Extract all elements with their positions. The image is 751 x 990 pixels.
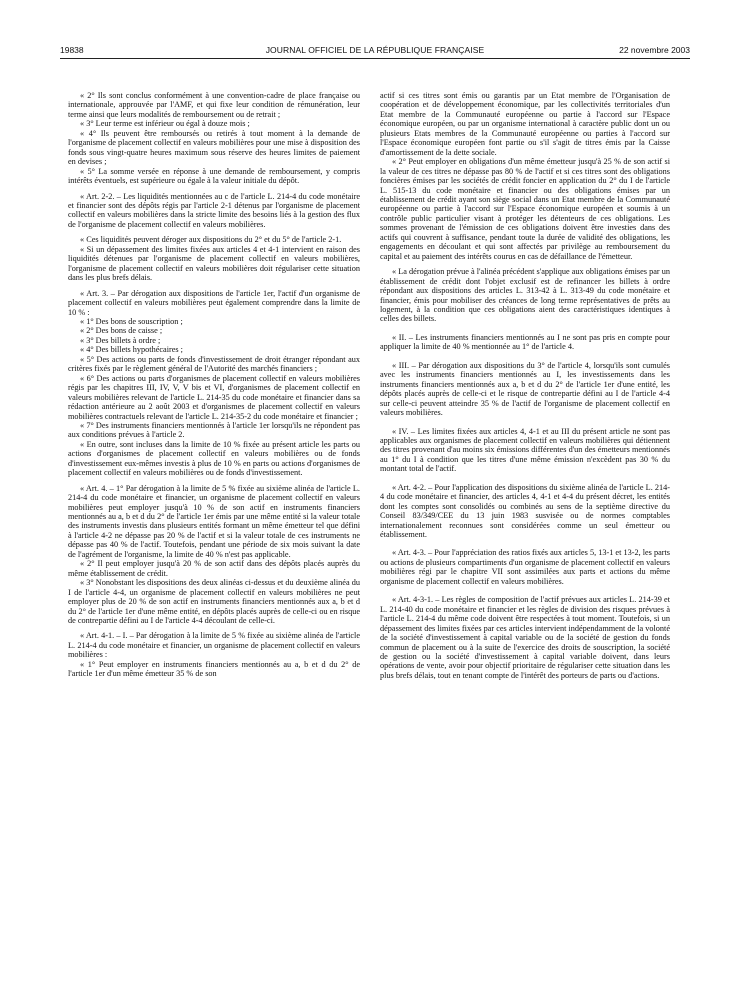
paragraph: « 2° Il peut employer jusqu'à 20 % de son actif dans des dépôts placés auprès du même établissement de crédit. [68, 559, 360, 578]
paragraph: « Art. 4. – 1° Par dérogation à la limite de 5 % fixée au sixième alinéa de l'article L. 214-4 du code monétaire et financier, un organisme de placement collectif en valeurs mobilières peut employer jusqu'à 10 % de son actif en instruments financiers mentionnés au a, b et d du 2° de l'article 1er émis par une même entité si la valeur totale des instruments investis dans plusieurs entités formant un même émetteur tel que défini à l'article 4-2 ne dépasse pas 20 % de l'actif et si la valeur totale de ces instruments ne dépasse pas 40 % de l'actif. Toutefois, pendant une période de six mois suivant la date de l'agrément de l'organisme, la limite de 40 % n'est pas applicable. [68, 483, 360, 559]
paragraph: « Art. 4-3-1. – Les règles de composition de l'actif prévues aux articles L. 214-39 et L. 214-40 du code monétaire et financier et les règles de division des risques prévues à l'article L. 214-4 du même code doivent être respectées à tout moment. Toutefois, si un dépassement des limites fixées par ces articles intervient indépendamment de la volonté de la société d'investissement à capital variable ou de la société de gestion du fonds commun de placement ou à la suite de l'exercice des droits de souscription, la société de gestion ou la société d'investissement à capital variable doivent, dans leurs opérations de vente, avoir pour objectif prioritaire de régulariser cette situation dans les plus brefs délais, tout en tenant compte de l'intérêt des porteurs de parts ou d'actions. [380, 595, 670, 680]
paragraph: « 3° Des billets à ordre ; [80, 335, 161, 345]
header-rule [60, 58, 690, 59]
paragraph: « 2° Ils sont conclus conformément à une convention-cadre de place française ou internationale, approuvée par l'AMF, et qui fixe leur condition de rémunération, leur terme ainsi que leurs modalités de remboursement ou de retrait ; [68, 91, 360, 119]
paragraph: « Si un dépassement des limites fixées aux articles 4 et 4-1 intervient en raison des liquidités détenues par l'organisme de placement collectif en valeurs mobilières, l'organisme de placement collectif en valeurs mobilières doit régulariser cette situation dans les plus brefs délais. [68, 244, 360, 283]
left-column [68, 91, 360, 679]
paragraph: « 1° Peut employer en instruments financiers mentionnés au a, b et d du 2° de l'article 1er d'un même émetteur 35 % de son [68, 659, 360, 679]
paragraph: « II. – Les instruments financiers mentionnés au I ne sont pas pris en compte pour appliquer la limite de 40 % mentionnée au 1° de l'article 4. [380, 332, 670, 352]
paragraph: « Art. 4-3. – Pour l'appréciation des ratios fixés aux articles 5, 13-1 et 13-2, les parts ou actions de plusieurs compartiments d'un organisme de placement collectif en valeurs mobilières régi par le chapitre VII sont assimilées aux parts et actions du même organisme de placement collectif en valeurs mobilières. [380, 548, 670, 586]
right-column [380, 91, 670, 680]
paragraph: « 5° Des actions ou parts de fonds d'investissement de droit étranger répondant aux critères fixés par le règlement général de l'Autorité des marchés financiers ; [68, 354, 360, 374]
journal-title: JOURNAL OFFICIEL DE LA RÉPUBLIQUE FRANÇAISE [265, 45, 485, 55]
paragraph: « 5° La somme versée en réponse à une demande de remboursement, y compris intérêts éventuels, est supérieure ou égale à la valeur initiale du dépôt. [68, 166, 360, 186]
paragraph: actif si ces titres sont émis ou garantis par un Etat membre de l'Organisation de coopération et de développement économique, par les collectivités territoriales d'un Etat membre de la Communauté européenne ou partie à l'accord sur l'Espace économique européen, ou par un organisme international à caractère public dont un ou plusieurs Etats membres de la Communauté européenne ou parties à l'accord sur l'Espace économique européen font partie ou s'il s'agit de titres émis par la Caisse d'amortissement de la dette sociale. [380, 91, 670, 157]
paragraph: « En outre, sont incluses dans la limite de 10 % fixée au présent article les parts ou actions d'organismes de placement collectif en valeurs mobilières ou de fonds d'investissement eux-mêmes investis à plus de 10 % en parts ou actions d'organismes de placement collectif en valeurs mobilières ou de fonds d'investissement. [68, 439, 360, 478]
paragraph: « 2° Des bons de caisse ; [80, 326, 163, 336]
paragraph: « La dérogation prévue à l'alinéa précédent s'applique aux obligations émises par un établissement de crédit dont l'objet exclusif est de refinancer les billets à ordre répondant aux dispositions des articles L. 313-42 à L. 313-49 du code monétaire et financier, émis pour mobiliser des créances de long terme représentatives de prêts au logement, à la condition que ces obligations aient des caractéristiques identiques à celles des billets. [380, 267, 670, 324]
paragraph: « IV. – Les limites fixées aux articles 4, 4-1 et au III du présent article ne sont pas applicables aux organismes de placement collectif en valeurs mobilières qui détiennent des titres provenant d'au moins six émissions différentes d'un des émetteurs mentionnés au 1° du I à condition que les titres d'une même émission n'excèdent pas 30 % du montant total de l'actif. [380, 426, 670, 474]
paragraph: « Ces liquidités peuvent déroger aux dispositions du 2° et du 5° de l'article 2-1. [80, 235, 342, 245]
paragraph: « III. – Par dérogation aux dispositions du 3° de l'article 4, lorsqu'ils sont cumulés avec les instruments financiers mentionnés au I, les investissements dans les instruments financiers mentionnés aux a, b et d du 2° de l'article 1er d'une entité, les dépôts placés auprès de celle-ci et le risque de contrepartie défini au I de l'article 4-4 sur celle-ci peuvent atteindre 35 % de l'actif de l'organisme de placement collectif en valeurs mobilières. [380, 360, 670, 418]
page-number: 19838 [60, 45, 84, 55]
paragraph: « Art. 4-1. – I. – Par dérogation à la limite de 5 % fixée au sixième alinéa de l'article L. 214-4 du code monétaire et financier, un organisme de placement collectif en valeurs mobilières : [68, 631, 360, 660]
paragraph: « Art. 2-2. – Les liquidités mentionnées au c de l'article L. 214-4 du code monétaire et financier sont des dépôts régis par l'article 2-1 détenus par l'organisme de placement collectif en valeurs mobilières dans la stricte limite des besoins liés à la gestion des flux de l'organisme de placement collectif en valeurs mobilières. [68, 191, 360, 229]
paragraph: « 3° Nonobstant les dispositions des deux alinéas ci-dessus et du deuxième alinéa du I de l'article 4-4, un organisme de placement collectif en valeurs mobilières ne peut employer plus de 20 % de son actif en instruments financiers mentionnés aux a, b et d du 2° de l'article 1er d'une même entité, en dépôts placés auprès de celle-ci ou en risque de contrepartie défini au I de l'article 4-4 découlant de celle-ci. [68, 578, 360, 626]
paragraph: « 1° Des bons de souscription ; [80, 316, 183, 326]
paragraph: « 2° Peut employer en obligations d'un même émetteur jusqu'à 25 % de son actif si la valeur de ces titres ne dépasse pas 80 % de l'actif et si ces titres sont des obligations foncières émises par les sociétés de crédit foncier en application du 2° du I de l'article L. 515-13 du code monétaire et financier ou des obligations émises par un établissement de crédit ayant son siège social dans un Etat membre de la Communauté européenne ou partie à l'accord sur l'Espace économique européen et soumis à un contrôle public particulier visant à protéger les détenteurs de ces obligations. Les sommes provenant de l'émission de ces obligations doivent être investies dans des actifs qui couvrent à suffisance, pendant toute la durée de validité des obligations, les engagements en découlant et qui sont affectés par privilège au remboursement du capital et au paiement des intérêts courus en cas de défaillance de l'émetteur. [380, 157, 670, 261]
paragraph: « Art. 3. – Par dérogation aux dispositions de l'article 1er, l'actif d'un organisme de placement collectif en valeurs mobilières peut également comprendre dans la limite de 10 % : [68, 288, 360, 317]
paragraph: « 6° Des actions ou parts d'organismes de placement collectif en valeurs mobilières régis par les chapitres III, IV, V, V bis et VI, d'organismes de placement collectif en valeurs mobilières relevant de l'article L. 214-35 du code monétaire et financier dans sa rédaction antérieure au 2 août 2003 et d'organismes de placement collectif en valeurs mobilières contractuels relevant de l'article L. 214-35-2 du code monétaire et financier ; [68, 373, 360, 421]
paragraph: « 4° Des billets hypothécaires ; [80, 345, 183, 355]
paragraph: « Art. 4-2. – Pour l'application des dispositions du sixième alinéa de l'article L. 214-4 du code monétaire et financier, des articles 4, 4-1 et 4-4 du présent décret, les entités dont les comptes sont consolidés ou combinés au sens de la septième directive du Conseil 83/349/CEE du 13 juin 1983 susvisée ou de normes comptables internationalement reconnues sont considérées comme un seul émetteur ou établissement. [380, 482, 670, 540]
paragraph: « 7° Des instruments financiers mentionnés à l'article 1er lorsqu'ils ne répondent pas aux conditions prévues à l'article 2. [68, 420, 360, 440]
paragraph: « 3° Leur terme est inférieur ou égal à douze mois ; [80, 119, 250, 129]
paragraph: « 4° Ils peuvent être remboursés ou retirés à tout moment à la demande de l'organisme de placement collectif en valeurs mobilières pour une mise à disposition des fonds sous vingt-quatre heures maximum sous réserve des heures limites de paiement en devises ; [68, 128, 360, 167]
issue-date: 22 novembre 2003 [619, 45, 690, 55]
page-header [60, 43, 690, 59]
